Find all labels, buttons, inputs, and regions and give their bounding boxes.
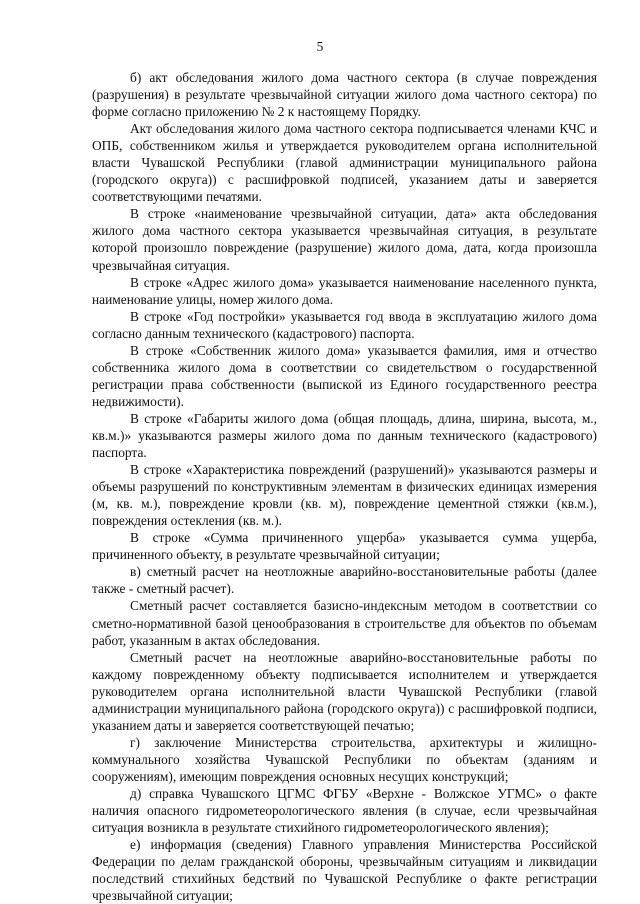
paragraph-address-line: В строке «Адрес жилого дома» указывается наименование населенного пункта, наименование улицы, номер жилого дома.	[92, 274, 597, 307]
paragraph-estimate-signing: Сметный расчет на неотложные аварийно-восстановительные работы по каждому поврежденному объекту подписывается исполнителем и утверждается руководителем органа исполнительной власти Чувашской Республики (главой администрации муниципального района (городского округа)) с расшифровкой подписи, указанием даты и заверяется соответствующей печатью;	[92, 649, 597, 733]
paragraph-b-survey-act: б) акт обследования жилого дома частного сектора (в случае повреждения (разрушения) в результате чрезвычайной ситуации жилого дома частного сектора) по форме согласно приложению № 2 к настоящему Порядку.	[92, 70, 597, 120]
paragraph-v-estimate: в) сметный расчет на неотложные аварийно-восстановительные работы (далее также - сметный расчет).	[92, 564, 597, 597]
document-body	[92, 69, 597, 904]
paragraph-construction-year-line: В строке «Год постройки» указывается год ввода в эксплуатацию жилого дома согласно данным технического (кадастрового) паспорта.	[92, 308, 597, 341]
paragraph-e-emergency-info: е) информация (сведения) Главного управления Министерства Российской Федерации по делам гражданской обороны, чрезвычайным ситуациям и ликвидации последствий стихийных бедствий по Чувашской Республике о факте регистрации чрезвычайной ситуации;	[92, 837, 597, 904]
paragraph-estimate-method: Сметный расчет составляется базисно-индексным методом в соответствии со сметно-нормативной базой ценообразования в строительстве для объектов по объемам работ, указанным в актах обследования.	[92, 598, 597, 648]
paragraph-g-ministry-conclusion: г) заключение Министерства строительства, архитектуры и жилищно-коммунального хозяйства Чувашской Республики по объектам (зданиям и сооружениям), имеющим повреждения основных несущих конструкций;	[92, 734, 597, 784]
paragraph-owner-line: В строке «Собственник жилого дома» указывается фамилия, имя и отчество собственника жилого дома в соответствии со свидетельством о государственной регистрации права собственности (выпиской из Единого государственного реестра недвижимости).	[92, 342, 597, 409]
paragraph-damage-characteristics-line: В строке «Характеристика повреждений (разрушений)» указываются размеры и объемы разрушений по конструктивным элементам в физических единицах измерения (м, кв. м.), повреждение кровли (кв. м), повреждение цементной стяжки (кв.м.), повреждения остекления (кв. м.).	[92, 462, 597, 529]
paragraph-emergency-name-line: В строке «наименование чрезвычайной ситуации, дата» акта обследования жилого дома частного сектора указывается чрезвычайная ситуация, в результате которой произошло повреждение (разрушение) жилого дома, дата, когда произошла чрезвычайная ситуация.	[92, 206, 597, 273]
paragraph-dimensions-line: В строке «Габариты жилого дома (общая площадь, длина, ширина, высота, м., кв.м.)» указываются размеры жилого дома по данным технического (кадастрового) паспорта.	[92, 410, 597, 461]
paragraph-d-weather-certificate: д) справка Чувашского ЦГМС ФГБУ «Верхне - Волжское УГМС» о факте наличия опасного гидрометеорологического явления (в случае, если чрезвычайная ситуация возникла в результате стихийного гидрометеорологического явления);	[92, 785, 597, 836]
page-number: 5	[316, 39, 324, 54]
paragraph-damage-amount-line: В строке «Сумма причиненного ущерба» указывается сумма ущерба, причиненного объекту, в результате чрезвычайной ситуации;	[92, 530, 597, 563]
paragraph-act-signing: Акт обследования жилого дома частного сектора подписывается членами КЧС и ОПБ, собственником жилья и утверждается руководителем органа исполнительной власти Чувашской Республики (главой администрации муниципального района (городского округа)) с расшифровкой подписей, указанием даты и заверяется соответствующими печатями.	[92, 121, 597, 205]
